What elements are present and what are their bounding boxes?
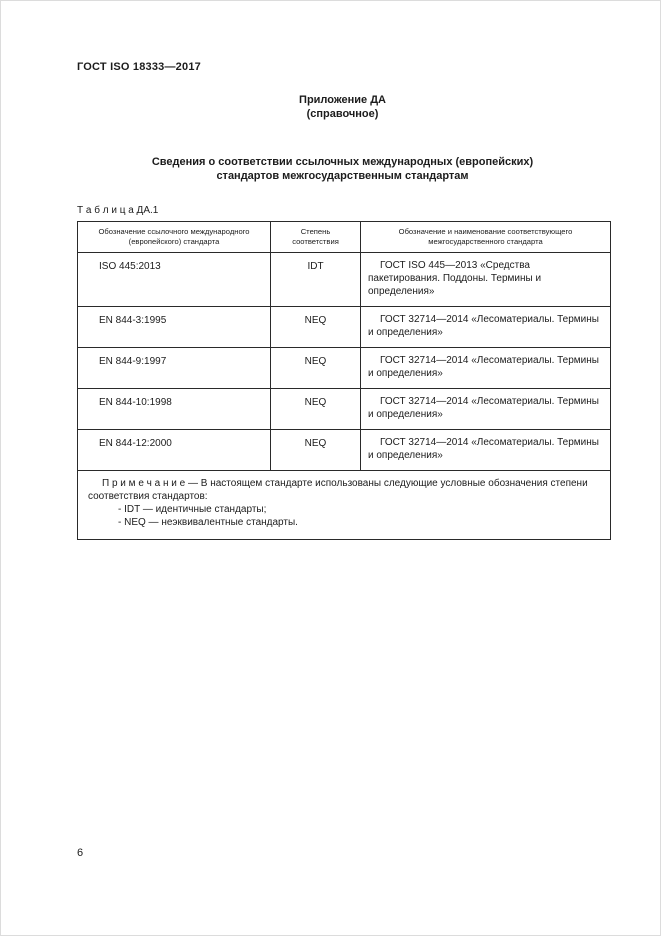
document-header: ГОСТ ISO 18333—2017 (77, 61, 201, 73)
table-note-cell (78, 471, 611, 540)
table-header-row (78, 222, 611, 253)
column-header-degree: Степень соответствия (271, 222, 361, 253)
interstate-standard-cell (361, 307, 611, 348)
interstate-standard-cell (361, 389, 611, 430)
reference-standard-cell: EN 844-9:1997 (78, 348, 271, 389)
column-header-interstate: Обозначение и наименование соответствующего межгосударственного стандарта (361, 222, 611, 253)
conformity-degree-cell: IDT (271, 253, 361, 307)
conformity-degree-cell: NEQ (271, 430, 361, 471)
conformity-degree-cell: NEQ (271, 348, 361, 389)
interstate-standard-text: ГОСТ 32714—2014 «Лесоматериалы. Термины и определения» (368, 437, 599, 461)
column-header-reference: Обозначение ссылочного международного (европейского) стандарта (78, 222, 271, 253)
table-caption: Т а б л и ц а ДА.1 (77, 205, 159, 216)
reference-standard-cell: ISO 445:2013 (78, 253, 271, 307)
conformity-degree-cell: NEQ (271, 307, 361, 348)
interstate-standard-cell (361, 253, 611, 307)
table-row (78, 307, 611, 348)
reference-standard-cell: EN 844-12:2000 (78, 430, 271, 471)
annex-type: (справочное) (306, 108, 379, 120)
note-item: - IDT — идентичные стандарты; (118, 504, 267, 515)
interstate-standard-text: ГОСТ ISO 445—2013 «Средства пакетирования. Поддоны. Термины и определения» (368, 260, 542, 297)
interstate-standard-cell (361, 430, 611, 471)
note-intro: П р и м е ч а н и е — В настоящем стандарте использованы следующие условные обозначения степени соответствия стандартов: (88, 478, 588, 502)
section-title-line2: стандартов межгосударственным стандартам (216, 170, 469, 182)
page-number: 6 (77, 847, 84, 859)
reference-standard-cell: EN 844-10:1998 (78, 389, 271, 430)
interstate-standard-cell (361, 348, 611, 389)
interstate-standard-text: ГОСТ 32714—2014 «Лесоматериалы. Термины и определения» (368, 396, 599, 420)
document-page (1, 1, 660, 935)
reference-standard-cell: EN 844-3:1995 (78, 307, 271, 348)
table-row (78, 348, 611, 389)
table-note-row (78, 471, 611, 540)
table-row (78, 253, 611, 307)
table-row (78, 430, 611, 471)
interstate-standard-text: ГОСТ 32714—2014 «Лесоматериалы. Термины и определения» (368, 314, 599, 338)
annex-label: Приложение ДА (299, 94, 386, 106)
interstate-standard-text: ГОСТ 32714—2014 «Лесоматериалы. Термины и определения» (368, 355, 599, 379)
conformity-degree-cell: NEQ (271, 389, 361, 430)
section-title-line1: Сведения о соответствии ссылочных международных (европейских) (151, 156, 534, 168)
annex-block (77, 93, 608, 121)
note-item: - NEQ — неэквивалентные стандарты. (118, 517, 298, 528)
conformity-table (77, 221, 611, 540)
section-title (77, 155, 608, 183)
table-row (78, 389, 611, 430)
